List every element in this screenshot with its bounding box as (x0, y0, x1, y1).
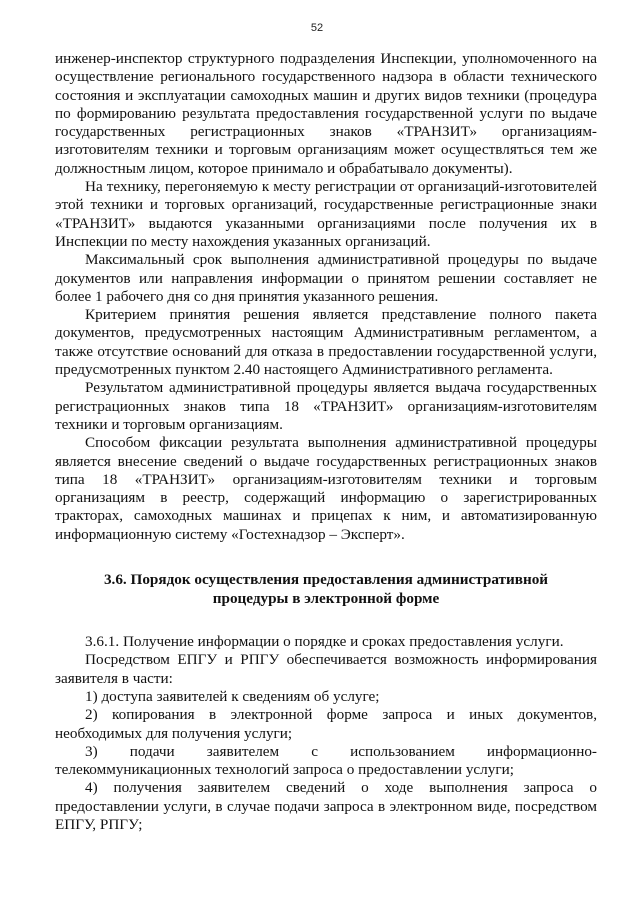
section-heading: 3.6. Порядок осуществления предоставления административной процедуры в электронной форме (103, 571, 549, 607)
paragraph: инженер-инспектор структурного подразделения Инспекции, уполномоченного на осуществление регионального государственного надзора в области технического состояния и эксплуатации самоходных машин и других видов техники (процедура по формированию результата предоставления государственной услуги по выдаче государственных регистрационных знаков «ТРАНЗИТ» организациям-изготовителям техники и торговым организациям может осуществляться тем же должностным лицом, которое принимало и обрабатывало документы). (55, 50, 597, 177)
list-item: 1) доступа заявителей к сведениям об услуге; (85, 687, 380, 705)
paragraph: Критерием принятия решения является представление полного пакета документов, предусмотренных настоящим Административным регламентом, а также отсутствие оснований для отказа в предоставлении государственной услуги, предусмотренных пунктом 2.40 настоящего Административного регламента. (55, 306, 597, 379)
page-number: 52 (310, 22, 324, 34)
list-item: 4) получения заявителем сведений о ходе выполнения запроса о предоставлении услуги, в случае подачи запроса в электронном виде, посредством ЕПГУ, РПГУ; (55, 779, 597, 833)
paragraph: 3.6.1. Получение информации о порядке и сроках предоставления услуги. (85, 633, 564, 651)
paragraph: Посредством ЕПГУ и РПГУ обеспечивается возможность информирования заявителя в части: (55, 651, 597, 687)
document-body (55, 50, 597, 834)
paragraph: Способом фиксации результата выполнения административной процедуры является внесение сведений о выдаче государственных регистрационных знаков типа 18 «ТРАНЗИТ» организациям-изготовителям техники и торговым организациям в реестр, содержащий информацию о зарегистрированных тракторах, самоходных машинах и прицепах к ним, и автоматизированную информационную систему «Гостехнадзор – Эксперт». (55, 434, 597, 543)
paragraph: На технику, перегоняемую к месту регистрации от организаций-изготовителей этой техники и торговых организаций, государственные регистрационные знаки «ТРАНЗИТ» выдаются указанными организациями после получения их в Инспекции по месту нахождения указанных организаций. (55, 178, 597, 250)
paragraph: Результатом административной процедуры является выдача государственных регистрационных знаков типа 18 «ТРАНЗИТ» организациям-изготовителям техники и торговым организациям. (55, 379, 597, 433)
list-item: 3) подачи заявителем с использованием информационно-телекоммуникационных технологий запроса о предоставлении услуги; (55, 742, 597, 779)
list-item: 2) копирования в электронной форме запроса и иных документов, необходимых для получения услуги; (55, 706, 597, 742)
paragraph: Максимальный срок выполнения административной процедуры по выдаче документов или направления информации о принятом решении составляет не более 1 рабочего дня со дня принятия указанного решения. (55, 251, 597, 305)
